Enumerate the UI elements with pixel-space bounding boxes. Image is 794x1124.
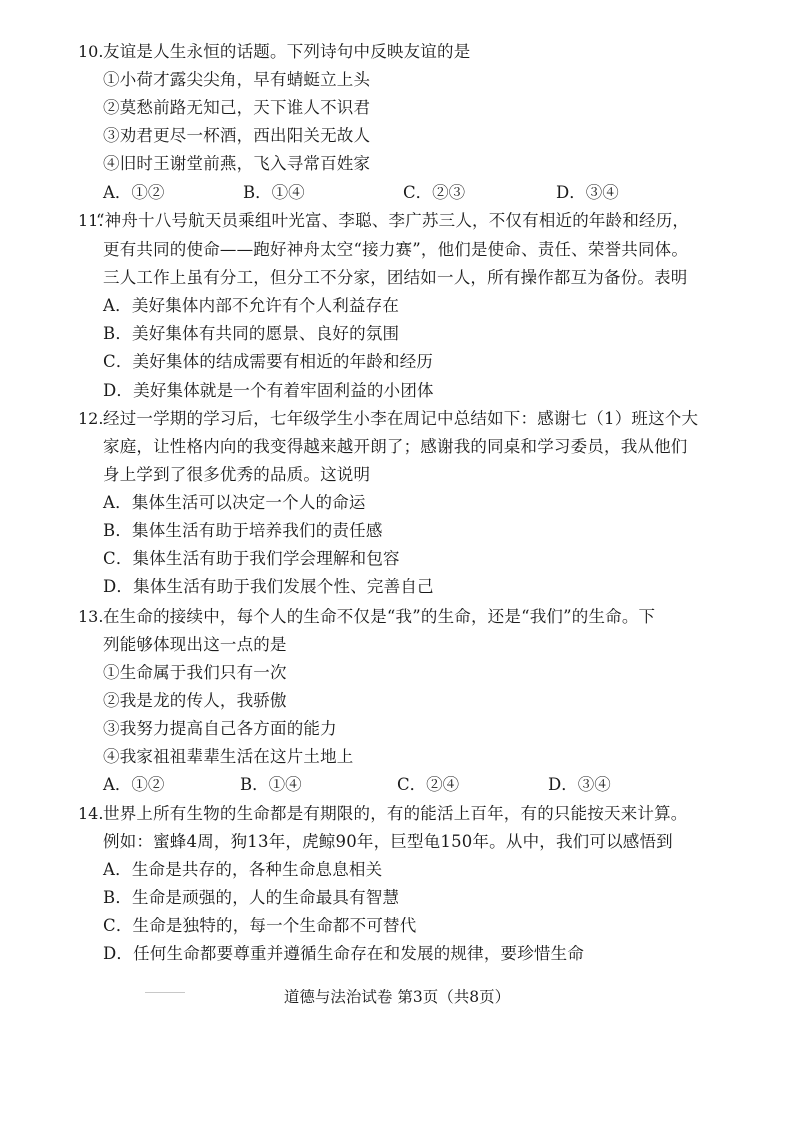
choice-a: A．美好集体内部不允许有个人利益存在 [103, 296, 400, 315]
choice-c: C．生命是独特的，每一个生命都不可替代 [103, 916, 417, 935]
question-number: 13. [78, 607, 104, 626]
question-stem: 家庭，让性格内向的我变得越来越开朗了；感谢我的同桌和学习委员，我从他们 [103, 437, 688, 456]
option-d: D．③④ [548, 775, 611, 794]
choice-a: A．生命是共存的，各种生命息息相关 [103, 860, 383, 879]
option-d: D．③④ [556, 183, 619, 202]
statement-item: ③劝君更尽一杯酒，西出阳关无故人 [103, 126, 371, 145]
option-a: A．①② [103, 183, 165, 202]
page-footer: 道德与法治试卷 第3页（共8页） [283, 988, 511, 1006]
question-stem: 列能够体现出这一点的是 [103, 635, 287, 654]
statement-item: ①生命属于我们只有一次 [103, 663, 287, 682]
question-stem: 更有共同的使命——跑好神舟太空“接力赛”，他们是使命、责任、荣誉共同体。 [103, 240, 689, 259]
question-number: 12. [78, 409, 104, 428]
choice-c: C．美好集体的结成需要有相近的年龄和经历 [103, 352, 434, 371]
option-row [103, 771, 703, 799]
question-stem: 在生命的接续中，每个人的生命不仅是“我”的生命，还是“我们”的生命。下 [103, 607, 656, 626]
statement-item: ③我努力提高自己各方面的能力 [103, 719, 337, 738]
question-stem: 经过一学期的学习后，七年级学生小李在周记中总结如下：感谢七（1）班这个大 [103, 409, 699, 428]
choice-b: B．集体生活有助于培养我们的责任感 [103, 521, 383, 540]
option-row [103, 179, 703, 207]
option-b: B．①④ [240, 775, 302, 794]
question-stem: “神舟十八号航天员乘组叶光富、李聪、李广苏三人，不仅有相近的年龄和经历， [96, 211, 690, 230]
option-a: A．①② [103, 775, 165, 794]
question-stem: 友谊是人生永恒的话题。下列诗句中反映友谊的是 [103, 42, 471, 61]
statement-item: ②莫愁前路无知己，天下谁人不识君 [103, 98, 371, 117]
choice-d: D．任何生命都要尊重并遵循生命存在和发展的规律，要珍惜生命 [103, 944, 585, 963]
choice-d: D．集体生活有助于我们发展个性、完善自己 [103, 577, 434, 596]
choice-b: B．美好集体有共同的愿景、良好的氛围 [103, 324, 400, 343]
option-b: B．①④ [243, 183, 305, 202]
question-number: 14. [78, 804, 104, 823]
question-number: 11. [78, 211, 104, 230]
choice-d: D．美好集体就是一个有着牢固利益的小团体 [103, 381, 434, 400]
choice-a: A．集体生活可以决定一个人的命运 [103, 493, 366, 512]
option-c: C．②③ [403, 183, 466, 202]
option-c: C．②④ [397, 775, 460, 794]
question-stem: 身上学到了很多优秀的品质。这说明 [103, 465, 371, 484]
choice-c: C．集体生活有助于我们学会理解和包容 [103, 549, 400, 568]
statement-item: ②我是龙的传人，我骄傲 [103, 691, 287, 710]
statement-item: ④旧时王谢堂前燕，飞入寻常百姓家 [103, 154, 371, 173]
choice-b: B．生命是顽强的，人的生命最具有智慧 [103, 888, 400, 907]
question-stem: 例如：蜜蜂4周，狗13年，虎鲸90年，巨型龟150年。从中，我们可以感悟到 [103, 832, 673, 851]
question-stem: 三人工作上虽有分工，但分工不分家，团结如一人，所有操作都互为备份。表明 [103, 268, 688, 287]
statement-item: ④我家祖祖辈辈生活在这片土地上 [103, 747, 354, 766]
question-number: 10. [78, 42, 104, 61]
statement-item: ①小荷才露尖尖角，早有蜻蜓立上头 [103, 70, 371, 89]
question-stem: 世界上所有生物的生命都是有期限的，有的能活上百年，有的只能按天来计算。 [103, 804, 688, 823]
